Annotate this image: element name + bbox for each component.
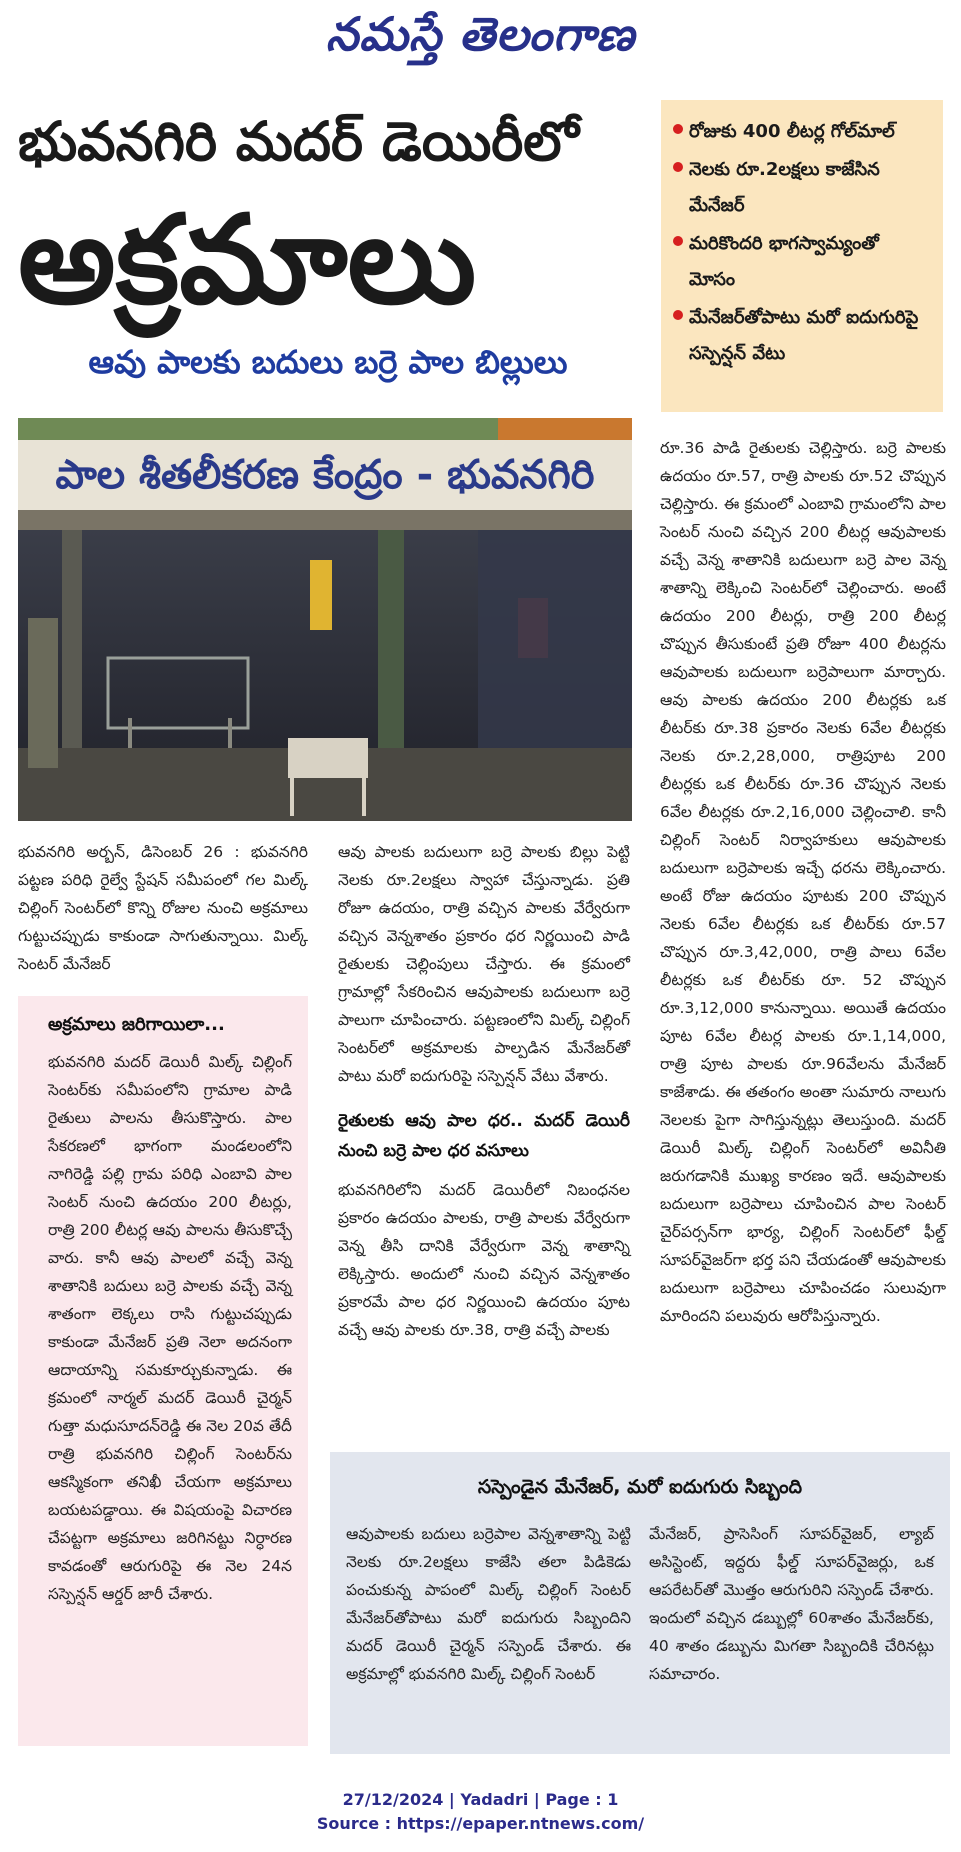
suspension-box-left: ఆవుపాలకు బదులు బర్రెపాల వెన్నశాతాన్ని పెట్టి నెలకు రూ.2లక్షలు కాజేసి తలా పిడికెడు పంచుకున్న పాపంలో మిల్క్ చిల్లింగ్ సెంటర్ మేనేజర్‌తోపాటు మరో ఐదుగురు సిబ్బందిని మదర్ డెయిరీ చైర్మన్ సస్పెండ్ చేశారు. ఈ అక్రమాల్లో భువనగిరి మిల్క్ చిల్లింగ్ సెంటర్ <box>346 1525 631 1683</box>
subheadline: ఆవు పాలకు బదులు బర్రె పాల బిల్లులు <box>88 343 568 381</box>
article-paragraph: భువనగిరిలోని మదర్ డెయిరీలో నిబంధనల ప్రకారం ఉదయం పాలకు, రాత్రి పాలకు వేర్వేరుగా వెన్న తీసి దానికి వేర్వేరుగా వెన్న శాతాన్ని లెక్కిస్తారు. అందులో నుంచి వచ్చిన వెన్నశాతం ప్రకారమే పాల ధర నిర్ణయించి ఉదయం పూట వచ్చే ఆవు పాలకు రూ.38, రాత్రి వచ్చే పాలకు <box>338 1181 630 1339</box>
article-paragraph: ఆవు పాలకు బదులుగా బర్రె పాలకు బిల్లు పెట్టి నెలకు రూ.2లక్షలు స్వాహా చేస్తున్నాడు. ప్రతి రోజూ ఉదయం, రాత్రి వచ్చిన పాలకు వేర్వేరుగా వచ్చిన వెన్నశాతం ప్రకారం ధర నిర్ణయించి పాడి రైతులకు చెల్లింపులు చేస్తారు. ఈ క్రమంలో గ్రామాల్లో సేకరించిన ఆవుపాలకు బదులుగా బర్రె పాలుగా చూపించారు. పట్టణంలోని మిల్క్ చిల్లింగ్ సెంటర్‌లో అక్రమాలకు పాల్పడిన మేనేజర్‌తో పాటు మరో ఐదుగురిపై సస్పెన్షన్ వేటు వేశారు. <box>338 843 630 1085</box>
footer-dateline: 27/12/2024 | Yadadri | Page : 1 <box>342 1790 619 1809</box>
footer-source: Source : https://epaper.ntnews.com/ <box>316 1814 645 1833</box>
sidebar-title: అక్రమాలు జరిగాయిలా... <box>48 1014 225 1035</box>
masthead <box>0 0 961 80</box>
photo-sign-text: పాల శీతలీకరణ కేంద్రం - భువనగిరి <box>55 452 595 498</box>
article-column-2 <box>338 838 630 1344</box>
headline-line2: అక్రమాలు <box>18 189 477 331</box>
news-photo <box>18 418 632 821</box>
article-column-3 <box>660 434 946 1330</box>
masthead-logo: నమస్తే తెలంగాణ <box>325 7 636 61</box>
article-subheading: రైతులకు ఆవు పాల ధర.. మదర్ డెయిరీ నుంచి బర్రె పాల ధర వసూలు <box>338 1111 630 1161</box>
suspension-box-title: సస్పెండైన మేనేజర్, మరో ఐదుగురు సిబ్బంది <box>477 1476 803 1498</box>
footer <box>0 1788 961 1836</box>
sidebar-box <box>18 996 308 1746</box>
highlight-item: మరికొందరి భాగస్వామ్యంతో మోసం <box>689 226 931 298</box>
article-paragraph: రూ.36 పాడి రైతులకు చెల్లిస్తారు. బర్రె పాలకు ఉదయం రూ.57, రాత్రి పాలకు రూ.52 చొప్పున చెల్లిస్తారు. ఈ క్రమంలో ఎంబావి గ్రామంలోని పాల సెంటర్ నుంచి వచ్చిన 200 లీటర్ల ఆవుపాలకు వచ్చే వెన్న శాతానికి బదులుగా బర్రె పాల వెన్న శాతాన్ని లెక్కించి సెంటర్‌లో చెల్లించారు. అంటే ఉదయం 200 లీటర్లు, రాత్రి 200 లీటర్ల చొప్పున తీసుకుంటే ప్రతి రోజూ 400 లీటర్లను ఆవుపాలకు బదులుగా బర్రెపాలుగా మార్చారు. ఆవు పాలకు ఉదయం 200 లీటర్లకు ఒక లీటర్‌కు రూ.38 ప్రకారం నెలకు 6వేల లీటర్లకు నెలకు రూ.2,28,000, రాత్రిపూట 200 లీటర్లకు ఒక లీటర్‌కు రూ.36 చొప్పున నెలకు 6వేల లీటర్లకు రూ.2,16,000 చెల్లించాలి. కానీ చిల్లింగ్ సెంటర్ నిర్వాహకులు ఆవుపాలకు బదులుగా బర్రెపాలకు ఇచ్చే ధరను లెక్కించారు. అంటే రోజు ఉదయం పూటకు 200 చొప్పున నెలకు 6వేల లీటర్లకు ఒక లీటర్‌కు రూ.57 చొప్పున రూ.3,42,000, రాత్రి పాలు 6వేల లీటర్లకు ఒక లీటర్‌కు రూ. 52 చొప్పున రూ.3,12,000 కానున్నాయి. అయితే ఉదయం పూట 6వేల లీటర్ల పాలకు రూ.1,14,000, రాత్రి పూట పాలకు రూ.96వేలను మేనేజర్ కాజేశాడు. ఈ తతంగం అంతా సుమారు నాలుగు నెలలకు పైగా సాగిస్తున్నట్లు తెలుస్తుంది. మదర్ డెయిరీ మిల్క్ చిల్లింగ్ సెంటర్‌లో అవినీతి జరుగడానికి ముఖ్య కారణం ఇదే. ఆవుపాలకు బదులుగా బర్రెపాలు చూపించిన పాల సెంటర్ చైర్‌పర్సన్‌గా భార్య, చిల్లింగ్ సెంటర్‌లో ఫీల్డ్ సూపర్‌వైజర్‌గా భర్త పని చేయడంతో ఆవుపాలకు బదులుగా బర్రెపాలు చూపించడం సులువుగా మారిందని పలువురు ఆరోపిస్తున్నారు. <box>660 439 946 1325</box>
article-intro: భువనగిరి అర్బన్, డిసెంబర్ 26 : భువనగిరి పట్టణ పరిధి రైల్వే స్టేషన్ సమీపంలో గల మిల్క్ చిల్లింగ్ సెంటర్‌లో కొన్ని రోజుల నుంచి అక్రమాలు గుట్టుచప్పుడు కాకుండా సాగుతున్నాయి. మిల్క్ సెంటర్ మేనేజర్ <box>18 843 308 973</box>
headline-line1: భువనగిరి మదర్ డెయిరీలో <box>18 110 579 173</box>
chilling-center-photo <box>18 418 632 821</box>
highlight-item: మేనేజర్‌తోపాటు మరో ఐదుగురిపై సస్పెన్షన్ వేటు <box>689 300 931 372</box>
highlight-item: రోజుకు 400 లీటర్ల గోల్‌మాల్ <box>689 114 931 150</box>
article-column-1 <box>18 838 308 978</box>
suspension-box <box>330 1452 950 1754</box>
highlight-item: నెలకు రూ.2లక్షలు కాజేసిన మేనేజర్ <box>689 152 931 224</box>
highlights-box <box>661 100 943 412</box>
suspension-box-right: మేనేజర్, ప్రాసెసింగ్ సూపర్‌వైజర్, ల్యాబ్ అసిస్టెంట్, ఇద్దరు ఫీల్డ్ సూపర్‌వైజర్లు, ఒక ఆపరేటర్‌తో మొత్తం ఆరుగురిని సస్పెండ్ చేశారు. ఇందులో వచ్చిన డబ్బుల్లో 60శాతం మేనేజర్‌కు, 40 శాతం డబ్బును మిగతా సిబ్బందికి చేరినట్లు సమాచారం. <box>649 1525 934 1683</box>
sidebar-body: భువనగిరి మదర్ డెయిరీ మిల్క్ చిల్లింగ్ సెంటర్‌కు సమీపంలోని గ్రామాల పాడి రైతులు పాలను తీసుకొస్తారు. పాల సేకరణలో భాగంగా మండలంలోని నాగిరెడ్డి పల్లి గ్రామ పరిధి ఎంబావి పాల సెంటర్ నుంచి ఉదయం 200 లీటర్లు, రాత్రి 200 లీటర్ల ఆవు పాలను తీసుకొచ్చే వారు. కానీ ఆవు పాలలో వచ్చే వెన్న శాతానికి బదులు బర్రె పాలకు వచ్చే వెన్న శాతంగా లెక్కలు రాసి గుట్టుచప్పుడు కాకుండా మేనేజర్ ప్రతి నెలా అదనంగా ఆదాయాన్ని సమకూర్చుకున్నాడు. ఈ క్రమంలో నార్మల్ మదర్ డెయిరీ చైర్మన్ గుత్తా మధుసూదన్‌రెడ్డి ఈ నెల 20వ తేదీ రాత్రి భువనగిరి చిల్లింగ్ సెంటర్‌ను ఆకస్మికంగా తనిఖీ చేయగా అక్రమాలు బయటపడ్డాయి. ఈ విషయంపై విచారణ చేపట్టగా అక్రమాలు జరిగినట్టు నిర్ధారణ కావడంతో ఆరుగురిపై ఈ నెల 24న సస్పెన్షన్ ఆర్డర్ జారీ చేశారు. <box>48 1053 292 1603</box>
